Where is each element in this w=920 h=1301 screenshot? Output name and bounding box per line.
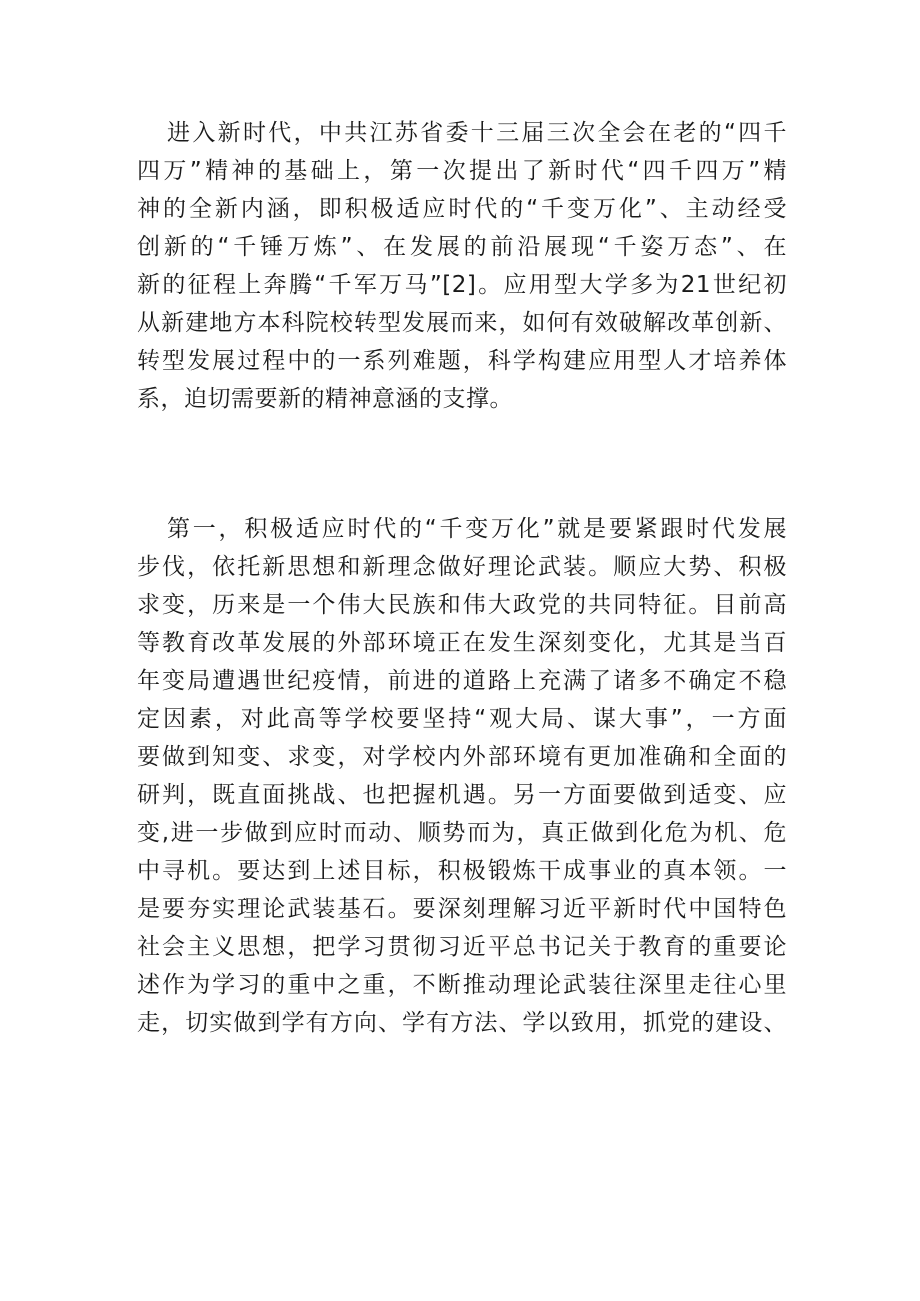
paragraph-line: 第一，积极适应时代的“千变万化”就是要紧跟时代发展 [167,516,787,542]
paragraph-line: 走，切实做到学有方向、学有方法、学以致用，抓党的建设、 [137,1010,787,1036]
paragraph-line: 年变局遭遇世纪疫情，前进的道路上充满了诸多不确定不稳 [137,668,787,694]
paragraph-line: 等教育改革发展的外部环境正在发生深刻变化，尤其是当百 [137,630,787,656]
paragraph-line: 求变，历来是一个伟大民族和伟大政党的共同特征。目前高 [137,592,787,618]
paragraph-line: 社会主义思想，把学习贯彻习近平总书记关于教育的重要论 [137,934,787,960]
paragraph-line: 是要夯实理论武装基石。要深刻理解习近平新时代中国特色 [137,896,787,922]
paragraph-line: 变,进一步做到应时而动、顺势而为，真正做到化危为机、危 [137,820,787,846]
paragraph-line: 四万”精神的基础上，第一次提出了新时代“四千四万”精 [137,158,787,184]
paragraph-line: 进入新时代，中共江苏省委十三届三次全会在老的“四千 [167,120,787,146]
paragraph-line: 神的全新内涵，即积极适应时代的“千变万化”、主动经受 [137,196,787,222]
paragraph-line: 定因素，对此高等学校要坚持“观大局、谋大事”，一方面 [137,706,787,732]
paragraph-line: 新的征程上奔腾“千军万马”[2]。应用型大学多为21世纪初 [137,272,787,298]
paragraph-line: 系，迫切需要新的精神意涵的支撑。 [137,386,513,412]
paragraph-line: 中寻机。要达到上述目标，积极锻炼干成事业的真本领。一 [137,858,787,884]
paragraph-line: 研判，既直面挑战、也把握机遇。另一方面要做到适变、应 [137,782,787,808]
paragraph-line: 从新建地方本科院校转型发展而来，如何有效破解改革创新、 [137,310,787,336]
paragraph-line: 述作为学习的重中之重，不断推动理论武装往深里走往心里 [137,972,787,998]
paragraph-line: 要做到知变、求变，对学校内外部环境有更加准确和全面的 [137,744,787,770]
paragraph-2 [137,510,787,1042]
paragraph-1 [137,114,787,418]
paragraph-line: 创新的“千锤万炼”、在发展的前沿展现“千姿万态”、在 [137,234,787,260]
paragraph-line: 步伐，依托新思想和新理念做好理论武装。顺应大势、积极 [137,554,787,580]
paragraph-line: 转型发展过程中的一系列难题，科学构建应用型人才培养体 [137,348,787,374]
